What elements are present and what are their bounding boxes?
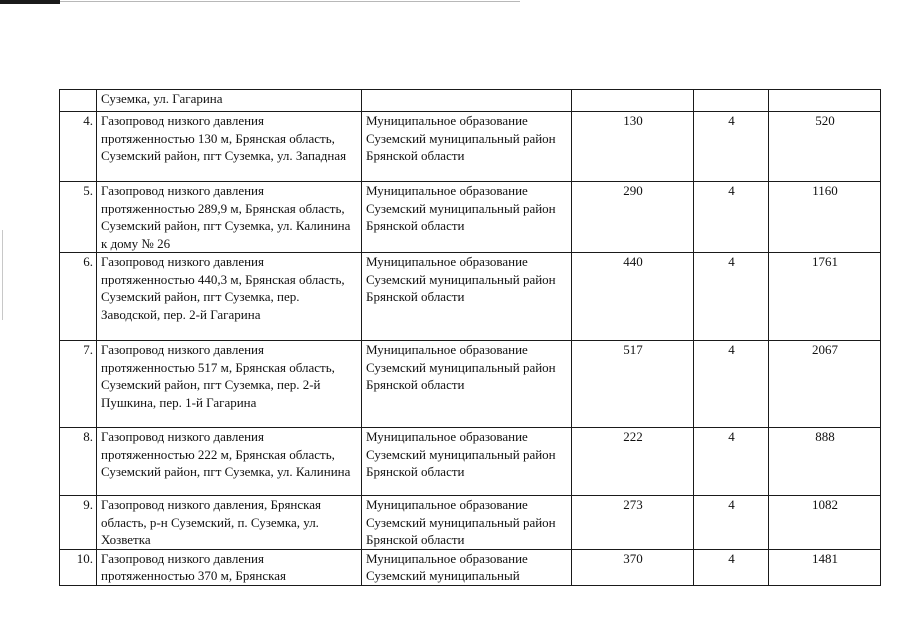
object-description: Газопровод низкого давления, Брянская область, р-н Суземский, п. Суземка, ул. Хозветка xyxy=(97,496,362,550)
object-description: Газопровод низкого давления протяженностью 130 м, Брянская область, Суземский район, пгт Суземка, ул. Западная xyxy=(97,112,362,182)
gas-pipeline-table xyxy=(59,89,881,586)
object-description: Газопровод низкого давления протяженностью 222 м, Брянская область, Суземский район, пгт Суземка, ул. Калинина xyxy=(97,428,362,496)
row-number: 7. xyxy=(60,341,97,428)
row-number: 4. xyxy=(60,112,97,182)
table-row xyxy=(60,112,881,182)
length-value: 290 xyxy=(572,182,694,253)
object-description: Газопровод низкого давления протяженностью 440,3 м, Брянская область, Суземский район, пгт Суземка, пер. Заводской, пер. 2-й Гагарина xyxy=(97,253,362,341)
object-description: Газопровод низкого давления протяженностью 517 м, Брянская область, Суземский район, пгт Суземка, пер. 2-й Пушкина, пер. 1-й Гагарина xyxy=(97,341,362,428)
length-value: 273 xyxy=(572,496,694,550)
diameter-value: 4 xyxy=(694,253,769,341)
row-number: 9. xyxy=(60,496,97,550)
cost-value: 1761 xyxy=(769,253,881,341)
cost-value: 1481 xyxy=(769,549,881,585)
table-row xyxy=(60,182,881,253)
length-value: 222 xyxy=(572,428,694,496)
length-value: 370 xyxy=(572,549,694,585)
table-row xyxy=(60,428,881,496)
cost-value: 520 xyxy=(769,112,881,182)
cost-value: 2067 xyxy=(769,341,881,428)
length-value: 517 xyxy=(572,341,694,428)
owner-name: Муниципальное образование Суземский муниципальный район Брянской области xyxy=(362,341,572,428)
table-row xyxy=(60,253,881,341)
length-value: 440 xyxy=(572,253,694,341)
object-description: Суземка, ул. Гагарина xyxy=(97,90,362,112)
diameter-value: 4 xyxy=(694,182,769,253)
owner-name: Муниципальное образование Суземский муниципальный район Брянской области xyxy=(362,428,572,496)
row-number xyxy=(60,90,97,112)
owner-name: Муниципальное образование Суземский муниципальный район Брянской области xyxy=(362,182,572,253)
table-row xyxy=(60,90,881,112)
scan-artifact-line xyxy=(60,1,520,2)
diameter-value xyxy=(694,90,769,112)
diameter-value: 4 xyxy=(694,341,769,428)
row-number: 8. xyxy=(60,428,97,496)
scan-artifact-left xyxy=(2,230,3,320)
length-value xyxy=(572,90,694,112)
diameter-value: 4 xyxy=(694,428,769,496)
scan-artifact-top xyxy=(0,0,60,4)
table-row xyxy=(60,341,881,428)
length-value: 130 xyxy=(572,112,694,182)
row-number: 5. xyxy=(60,182,97,253)
cost-value: 1160 xyxy=(769,182,881,253)
cost-value: 888 xyxy=(769,428,881,496)
object-description: Газопровод низкого давления протяженностью 370 м, Брянская xyxy=(97,549,362,585)
table-row xyxy=(60,496,881,550)
diameter-value: 4 xyxy=(694,549,769,585)
diameter-value: 4 xyxy=(694,496,769,550)
cost-value: 1082 xyxy=(769,496,881,550)
owner-name: Муниципальное образование Суземский муниципальный район Брянской области xyxy=(362,112,572,182)
owner-name: Муниципальное образование Суземский муниципальный xyxy=(362,549,572,585)
table-row xyxy=(60,549,881,585)
diameter-value: 4 xyxy=(694,112,769,182)
owner-name: Муниципальное образование Суземский муниципальный район Брянской области xyxy=(362,496,572,550)
row-number: 10. xyxy=(60,549,97,585)
owner-name xyxy=(362,90,572,112)
cost-value xyxy=(769,90,881,112)
object-description: Газопровод низкого давления протяженностью 289,9 м, Брянская область, Суземский район, пгт Суземка, ул. Калинина к дому № 26 xyxy=(97,182,362,253)
row-number: 6. xyxy=(60,253,97,341)
owner-name: Муниципальное образование Суземский муниципальный район Брянской области xyxy=(362,253,572,341)
